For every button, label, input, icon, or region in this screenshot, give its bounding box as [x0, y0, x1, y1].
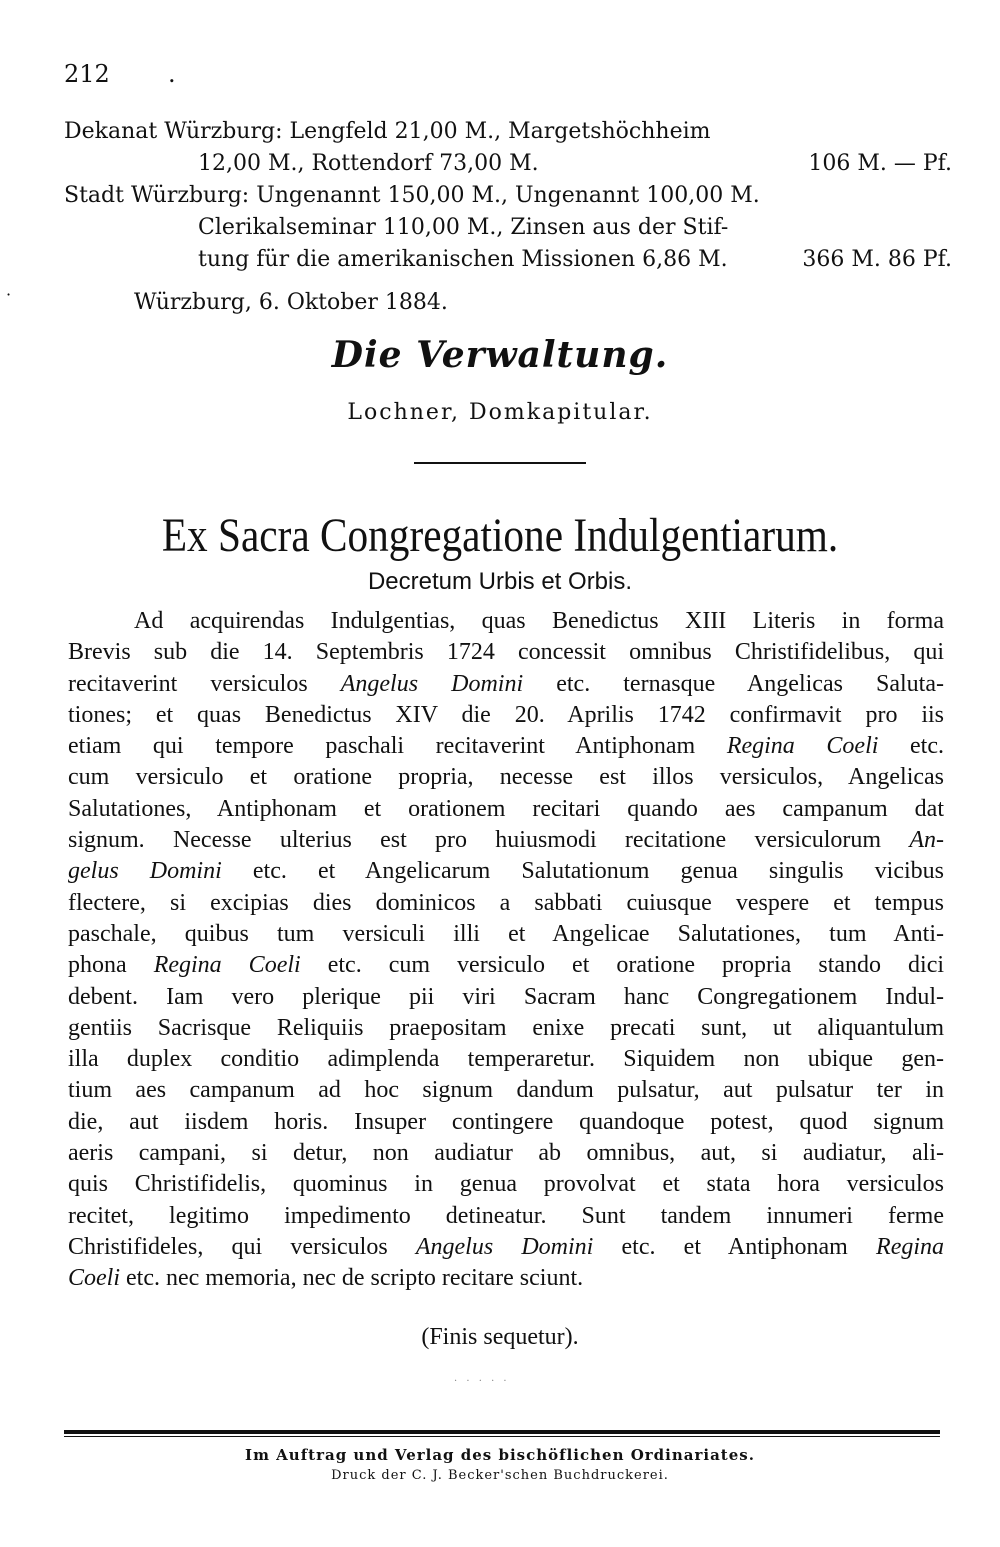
donation-text: 12,00 M., Rottendorf 73,00 M. [198, 151, 539, 176]
top-dot: . [168, 60, 176, 88]
edge-dot: · [6, 285, 12, 304]
donation-line [64, 116, 952, 148]
donation-amount: 366 M. 86 Pf. [802, 247, 952, 272]
body-line: quis Christifidelis, quominus in genua provolvat et stata hora versiculos [68, 1171, 944, 1198]
body-line: etiam qui tempore paschali recitaverint Antiphonam Regina Coeli etc. [68, 733, 945, 760]
body-line: illa duplex conditio adimplenda temperaretur. Siquidem non ubique gen- [68, 1046, 944, 1073]
donation-amount: 106 M. — Pf. [808, 151, 952, 176]
body-line: phona Regina Coeli etc. cum versiculo et oratione propria stando dici [68, 952, 945, 979]
decree-body [68, 606, 944, 1295]
decree-subtitle: Decretum Urbis et Orbis. [367, 568, 633, 595]
page-number: 212 [64, 60, 110, 88]
footer-printer: Druck der C. J. Becker'schen Buchdruckerei. [331, 1468, 669, 1483]
body-line: paschale, quibus tum versiculi illi et Angelicae Salutationes, tum Anti- [68, 920, 944, 947]
donation-text: Clerikalseminar 110,00 M., Zinsen aus der Stif- [198, 215, 729, 240]
body-line: Salutationes, Antiphonam et orationem recitari quando aes campanum dat [68, 795, 944, 822]
body-line: Christifideles, qui versiculos Angelus Domini etc. et Antiphonam Regina [68, 1233, 945, 1260]
body-line: recitet, legitimo impedimento detineatur. Sunt tandem innumeri ferme [68, 1202, 944, 1229]
footer-rule-thick [64, 1430, 940, 1434]
body-line: gelus Domini etc. et Angelicarum Salutationum genua singulis vicibus [68, 858, 945, 885]
donation-line [64, 180, 952, 212]
body-line: recitaverint versiculos Angelus Domini etc. ternasque Angelicas Saluta- [68, 670, 944, 697]
footer-rule-thin [64, 1436, 940, 1437]
body-line: debent. Iam vero plerique pii viri Sacram hanc Congregationem Indul- [68, 983, 944, 1010]
donation-text: Stadt Würzburg: Ungenannt 150,00 M., Ungenannt 100,00 M. [64, 183, 760, 208]
body-line: flectere, si excipias dies dominicos a sabbati cuiusque vespere et tempus [68, 889, 944, 916]
body-line: Brevis sub die 14. Septembris 1724 concessit omnibus Christifidelibus, qui [68, 639, 944, 666]
footer-publisher: Im Auftrag und Verlag des bischöflichen Ordinariates. [245, 1446, 755, 1464]
body-line: die, aut iisdem horis. Insuper contingere quandoque potest, quod signum [68, 1108, 944, 1135]
donation-text: Dekanat Würzburg: Lengfeld 21,00 M., Margetshöchheim [64, 119, 711, 144]
body-line: Coeli etc. nec memoria, nec de scripto recitare sciunt. [68, 1265, 584, 1292]
section-divider [414, 462, 586, 464]
body-line: cum versiculo et oratione propria, necesse est illos versiculos, Angelicas [68, 764, 944, 791]
body-line: aeris campani, si detur, non audiatur ab omnibus, aut, si audiatur, ali- [68, 1140, 944, 1167]
small-mark: · · · · · [454, 1376, 510, 1387]
body-line: tiones; et quas Benedictus XIV die 20. Aprilis 1742 confirmavit pro iis [68, 701, 944, 728]
donation-text: tung für die amerikanischen Missionen 6,86 M. [198, 247, 728, 272]
donation-list [64, 116, 952, 276]
decree-title: Ex Sacra Congregatione Indulgentiarum. [161, 509, 839, 562]
donation-line [64, 212, 952, 244]
body-line: gentiis Sacrisque Reliquiis praepositam enixe precati sunt, ut aliquantulum [68, 1014, 944, 1041]
body-line: signum. Necesse ulterius est pro huiusmodi recitatione versiculorum An- [68, 827, 945, 854]
signer: Lochner, Domkapitular. [347, 400, 653, 425]
administration-heading: Die Verwaltung. [331, 334, 669, 376]
body-line: tium aes campanum ad hoc signum dandum pulsatur, aut pulsatur ter in [68, 1077, 944, 1104]
finis-note: (Finis sequetur). [421, 1324, 579, 1350]
donation-line [64, 244, 952, 276]
place-date: Würzburg, 6. Oktober 1884. [134, 290, 448, 315]
body-line: Ad acquirendas Indulgentias, quas Benedictus XIII Literis in forma [134, 608, 944, 634]
donation-line [64, 148, 952, 180]
